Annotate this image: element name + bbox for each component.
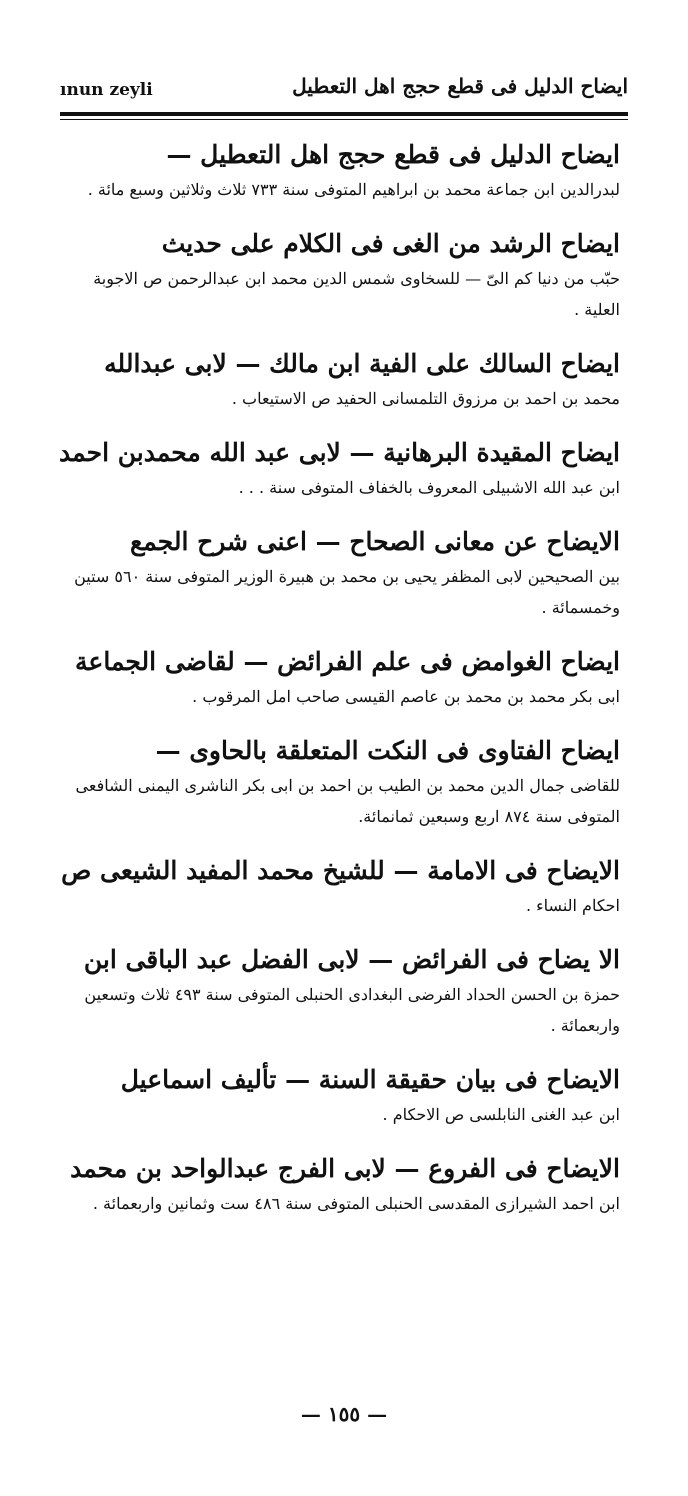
entry-title: الايضاح فى الفروع — لابى الفرج عبدالواحد بن محمد [70, 1154, 620, 1183]
entry [68, 225, 620, 325]
entry-detail: ابن عبد الغنى النابلسى ص الاحكام . [382, 1105, 620, 1124]
entry-detail: احكام النساء . [525, 896, 620, 915]
entry-title: الايضاح عن معانى الصحاح — اعنى شرح الجمع [129, 527, 620, 556]
entry-detail: ابن عبد الله الاشبيلى المعروف بالخفاف المتوفى سنة . . . [238, 478, 620, 497]
entry-title: ايضاح السالك على الفية ابن مالك — لابى عبدالله [104, 349, 620, 378]
entry-detail: حمزة بن الحسن الحداد الفرضى البغدادى الحنبلى المتوفى سنة ٤٩٣ ثلاث وتسعين واربعمائة . [84, 985, 620, 1035]
header-left-text: ınun zeyli [60, 80, 153, 100]
page-number: — ١٥٥ — [300, 1402, 388, 1426]
header-rule-thin [60, 119, 628, 120]
entry [68, 941, 620, 1041]
entry-title: ايضاح المقيدة البرهانية — لابى عبد الله محمدبن احمد [59, 438, 620, 467]
entry-title: ايضاح الدليل فى قطع حجج اهل التعطيل — [166, 140, 620, 169]
entry [68, 345, 620, 414]
entry-list [59, 136, 620, 1239]
entry-detail: محمد بن احمد بن مرزوق التلمسانى الحفيد ص الاستيعاب . [231, 389, 620, 408]
entry-title: ايضاح الغوامض فى علم الفرائض — لقاضى الجماعة [75, 647, 620, 676]
entry-detail: ابن احمد الشيرازى المقدسى الحنبلى المتوفى سنة ٤٨٦ ست وثمانين واربعمائة . [92, 1194, 620, 1213]
entry [61, 852, 620, 921]
header-right-title: ايضاح الدليل فى قطع حجج اهل التعطيل [292, 74, 628, 98]
header-rule-thick [60, 112, 628, 116]
running-header [60, 72, 628, 112]
entry-title: الايضاح فى بيان حقيقة السنة — تأليف اسماعيل [120, 1065, 620, 1094]
entry-detail: بين الصحيحين لابى المظفر يحيى بن محمد بن هبيرة الوزير المتوفى سنة ٥٦٠ ستين وخمسمائة . [74, 567, 620, 617]
entry-detail: حبّب من دنيا كم الىّ — للسخاوى شمس الدين محمد ابن عبدالرحمن ص الاجوبة العلية . [93, 269, 620, 319]
entry-title: الا يضاح فى الفرائض — لابى الفضل عبد الباقى ابن [83, 945, 620, 974]
entry [59, 434, 620, 503]
entry-title: الايضاح فى الامامة — للشيخ محمد المفيد الشيعى ص [61, 856, 620, 885]
entry [68, 1061, 620, 1130]
entry-title: ايضاح الفتاوى فى النكت المتعلقة بالحاوى — [155, 736, 620, 765]
entry-detail: ابى بكر محمد بن محمد بن عاصم القيسى صاحب امل المرقوب . [192, 687, 620, 706]
entry [68, 732, 620, 832]
entry [68, 523, 620, 623]
entry [68, 136, 620, 205]
entry-detail: لبدرالدين ابن جماعة محمد بن ابراهيم المتوفى سنة ٧٣٣ ثلاث وثلاثين وسبع مائة . [87, 180, 620, 199]
entry [68, 1150, 620, 1219]
entry-detail: للقاضى جمال الدين محمد بن الطيب بن احمد بن ابى بكر الناشرى اليمنى الشافعى المتوفى سنة ٨٧٤ اربع وسبعين ثمانمائة. [75, 776, 620, 826]
entry-title: ايضاح الرشد من الغى فى الكلام على حديث [161, 229, 620, 258]
entry [68, 643, 620, 712]
